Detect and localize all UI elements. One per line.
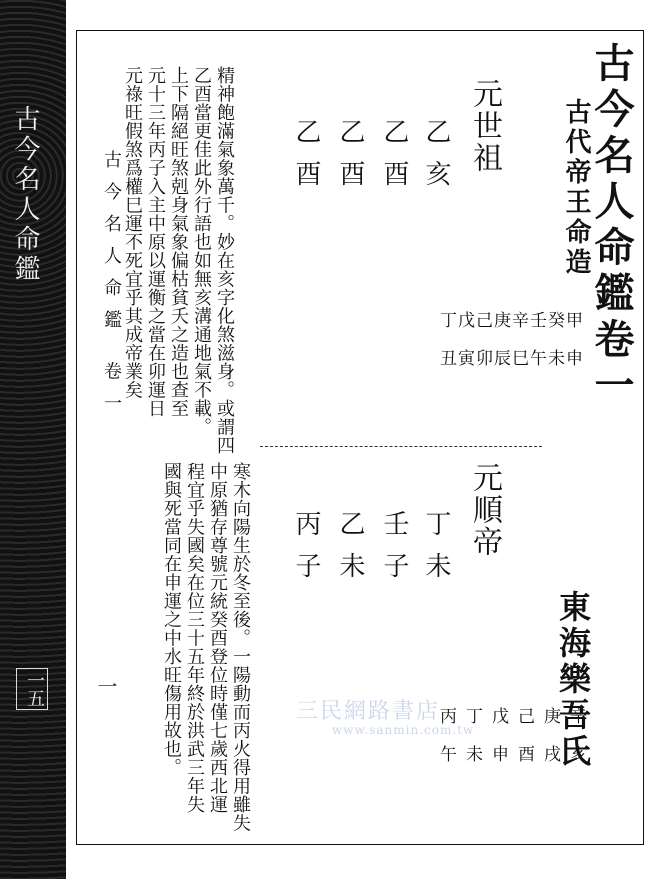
stem: 乙 [421, 118, 451, 160]
pillar [376, 510, 413, 594]
author-name: 東海樂吾氏 [554, 590, 592, 770]
branch: 子 [291, 552, 321, 594]
section-name: 元順帝 [467, 462, 502, 558]
section-divider [260, 446, 542, 447]
commentary-line: 精神飽滿氣象萬千。妙在亥字化煞滋身。或謂四 [214, 66, 235, 455]
commentary-block [121, 66, 236, 455]
branch: 未 [335, 552, 365, 594]
dayun-branches: 亥戌酉申未午 [440, 745, 596, 765]
commentary-line: 元十三年丙子入主中原以運衡之當在卯運日 [145, 66, 166, 418]
pillar [418, 118, 455, 202]
stem: 壬 [379, 510, 409, 552]
running-header: 古今名人命鑑 卷一 [101, 150, 122, 426]
stem: 丁 [421, 510, 451, 552]
pillar [332, 118, 369, 202]
pillar [288, 118, 325, 202]
branch: 子 [379, 552, 409, 594]
commentary-line: 乙酉當更佳此外行語也如無亥溝通地氣不載。 [191, 66, 212, 436]
pillar [376, 118, 413, 202]
dayun-stems: 辛庚己戊丁丙 [440, 707, 596, 727]
commentary-line: 寒木向陽生於冬至後。一陽動而丙火得用雖失 [230, 462, 251, 832]
watermark-url: www.sanmin.com.tw [332, 723, 475, 737]
dayun-stems: 甲癸壬辛庚己戊丁 [440, 311, 584, 331]
book-title: 古今名人命鑑卷一 [588, 42, 635, 410]
commentary-line: 元祿旺假煞爲權巳運不死宜乎其成帝業矣 [122, 66, 143, 399]
dayun-branches: 申未午巳辰卯寅丑 [440, 349, 584, 369]
footer-page-number: 一 [94, 676, 118, 696]
commentary-line: 中原猶存尊號元統癸酉登位時僅七歲西北運 [207, 462, 228, 814]
watermark-text: 三民網路書店 [296, 699, 441, 724]
stem: 乙 [291, 118, 321, 160]
branch: 酉 [335, 160, 365, 202]
branch: 亥 [421, 160, 451, 202]
branch: 未 [421, 552, 451, 594]
stem: 乙 [335, 510, 365, 552]
branch: 酉 [379, 160, 409, 202]
stem: 乙 [379, 118, 409, 160]
pillar [418, 510, 455, 594]
commentary-line: 國與死當同在申運之中水旺傷用故也。 [161, 462, 182, 777]
stem: 乙 [335, 118, 365, 160]
stem: 丙 [291, 510, 321, 552]
commentary-block [160, 462, 252, 832]
chapter-subtitle: 古代帝王命造 [561, 98, 591, 278]
commentary-line: 程宜乎失國矣在位三十五年終於洪武三年失 [184, 462, 205, 814]
pillar [288, 510, 325, 594]
commentary-line: 上下隔絕旺煞剋身氣象偏枯貧夭之造也查至 [168, 66, 189, 418]
spine-page-number: 一五 [16, 668, 48, 710]
pillar [332, 510, 369, 594]
section-name: 元世祖 [467, 78, 502, 174]
spine-title: 古今名人命鑑 [10, 105, 40, 285]
branch: 酉 [291, 160, 321, 202]
decorative-spine [0, 0, 66, 879]
